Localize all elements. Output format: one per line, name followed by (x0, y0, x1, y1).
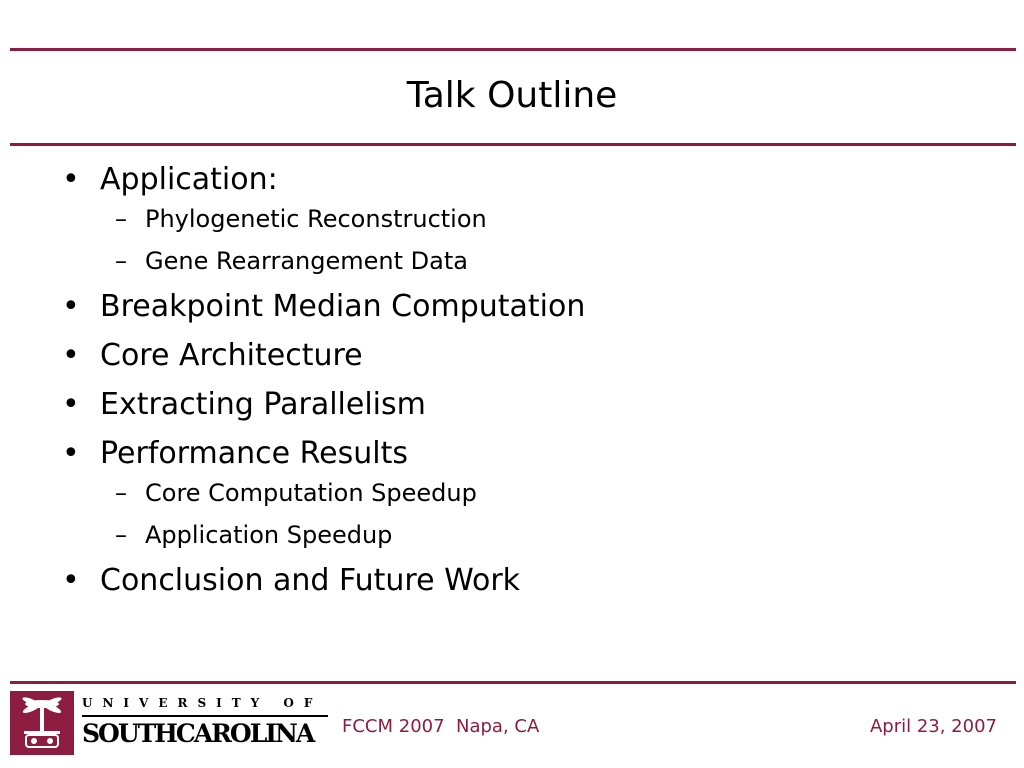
palmetto-seal-icon (10, 691, 74, 755)
bullet-icon: • (62, 387, 80, 422)
title-rule (10, 143, 1016, 146)
bullet-icon: • (62, 289, 80, 324)
outline-item-label: Breakpoint Median Computation (100, 289, 586, 324)
sub-item (100, 202, 1002, 236)
outline-item-breakpoint (62, 287, 1002, 327)
outline-item-architecture (62, 336, 1002, 376)
outline-item-label: Extracting Parallelism (100, 387, 426, 422)
sub-list (100, 202, 1002, 278)
outline-item-label: Core Architecture (100, 338, 363, 373)
outline-item-parallelism (62, 385, 1002, 425)
outline-list (62, 160, 1002, 610)
bullet-icon: • (62, 162, 80, 197)
dash-icon: – (115, 205, 127, 233)
logo-university-text: UNIVERSITY OF (82, 696, 323, 710)
footer-rule (10, 681, 1016, 684)
outline-item-label: Conclusion and Future Work (100, 563, 521, 598)
bullet-icon: • (62, 563, 80, 598)
top-rule (10, 48, 1016, 51)
dash-icon: – (115, 479, 127, 507)
sub-list (100, 476, 1002, 552)
footer-conference: FCCM 2007 Napa, CA (342, 716, 540, 737)
university-logo (10, 691, 328, 755)
outline-item-performance (62, 434, 1002, 552)
logo-divider (82, 715, 328, 717)
sub-item-label: Application Speedup (145, 521, 393, 549)
sub-item-label: Phylogenetic Reconstruction (145, 205, 487, 233)
sub-item (100, 476, 1002, 510)
footer-date: April 23, 2007 (869, 716, 997, 737)
outline-item-conclusion (62, 561, 1002, 601)
dash-icon: – (115, 247, 127, 275)
sub-item-label: Core Computation Speedup (145, 479, 477, 507)
dash-icon: – (115, 521, 127, 549)
sub-item (100, 244, 1002, 278)
bullet-icon: • (62, 436, 80, 471)
bullet-icon: • (62, 338, 80, 373)
outline-item-label: Application: (100, 162, 278, 197)
outline-item-label: Performance Results (100, 436, 408, 471)
slide-title: Talk Outline (406, 75, 618, 116)
outline-item-application (62, 160, 1002, 278)
sub-item (100, 518, 1002, 552)
sub-item-label: Gene Rearrangement Data (145, 247, 468, 275)
logo-name-text: SOUTHCAROLINA (82, 719, 314, 748)
